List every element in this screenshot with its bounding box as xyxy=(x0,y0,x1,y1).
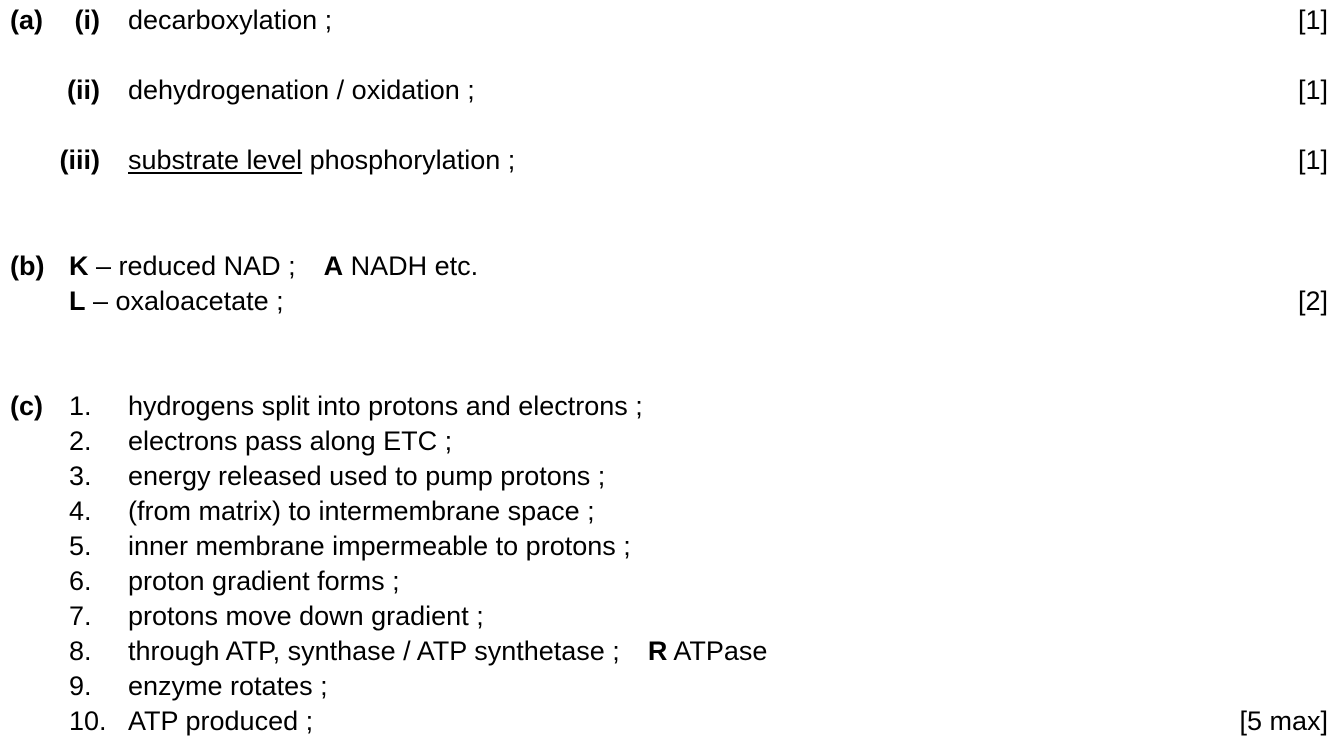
part-label-a: (a) xyxy=(10,5,43,35)
list-number: 3. xyxy=(69,461,92,491)
list-item-text: inner membrane impermeable to protons ; xyxy=(128,531,631,561)
mark-allocation: [2] xyxy=(1297,286,1328,316)
list-item-text: energy released used to pump protons ; xyxy=(128,461,606,491)
list-item-text: enzyme rotates ; xyxy=(128,671,328,701)
mark-allocation: [5 max] xyxy=(1239,706,1328,736)
answer-c-6 xyxy=(0,563,1338,599)
list-item-text: (from matrix) to intermembrane space ; xyxy=(128,496,595,526)
answer-c-9 xyxy=(0,668,1338,704)
list-number: 1. xyxy=(69,391,92,421)
accept-text: NADH etc. xyxy=(343,251,479,281)
answer-a-ii xyxy=(0,72,1338,108)
list-number: 6. xyxy=(69,566,92,596)
answer-text-group xyxy=(128,633,767,669)
answer-c-1 xyxy=(0,388,1338,424)
list-item-text: hydrogens split into protons and electrons ; xyxy=(128,391,643,421)
reject-marker: R xyxy=(647,636,668,666)
sub-label-iii: (iii) xyxy=(59,145,100,175)
key-letter: K xyxy=(69,251,89,281)
list-number: 7. xyxy=(69,601,92,631)
key-letter: L xyxy=(69,286,86,316)
underlined-keyword: substrate level xyxy=(128,145,303,175)
answer-text-group xyxy=(69,283,284,319)
accept-marker: A xyxy=(323,251,344,281)
answer-b-l xyxy=(0,283,1338,319)
answer-text: dehydrogenation / oxidation ; xyxy=(128,75,475,105)
part-label-c: (c) xyxy=(10,391,43,421)
list-number: 4. xyxy=(69,496,92,526)
answer-c-5 xyxy=(0,528,1338,564)
list-item-text: through ATP, synthase / ATP synthetase ; xyxy=(128,636,620,666)
list-number: 10. xyxy=(69,706,107,736)
answer-c-3 xyxy=(0,458,1338,494)
answer-text: – oxaloacetate ; xyxy=(85,286,284,316)
answer-a-iii xyxy=(0,142,1338,178)
list-number: 2. xyxy=(69,426,92,456)
mark-allocation: [1] xyxy=(1297,75,1328,105)
answer-text-group xyxy=(128,142,515,178)
answer-c-7 xyxy=(0,598,1338,634)
answer-text: decarboxylation ; xyxy=(128,5,333,35)
sub-label-i: (i) xyxy=(74,5,100,35)
answer-c-10 xyxy=(0,703,1338,739)
mark-allocation: [1] xyxy=(1297,145,1328,175)
answer-text: – reduced NAD ; xyxy=(88,251,296,281)
answer-c-4 xyxy=(0,493,1338,529)
list-number: 8. xyxy=(69,636,92,666)
list-item-text: proton gradient forms ; xyxy=(128,566,400,596)
list-item-text: ATP produced ; xyxy=(128,706,314,736)
list-item-text: protons move down gradient ; xyxy=(128,601,484,631)
answer-c-2 xyxy=(0,423,1338,459)
part-label-b: (b) xyxy=(10,251,45,281)
answer-a-i xyxy=(0,2,1338,38)
list-number: 9. xyxy=(69,671,92,701)
list-item-text: electrons pass along ETC ; xyxy=(128,426,453,456)
answer-b-k xyxy=(0,248,1338,284)
list-number: 5. xyxy=(69,531,92,561)
sub-label-ii: (ii) xyxy=(67,75,100,105)
answer-text: phosphorylation ; xyxy=(302,145,516,175)
reject-text: ATPase xyxy=(667,636,768,666)
answer-text-group xyxy=(69,248,478,284)
mark-allocation: [1] xyxy=(1297,5,1328,35)
answer-c-8 xyxy=(0,633,1338,669)
